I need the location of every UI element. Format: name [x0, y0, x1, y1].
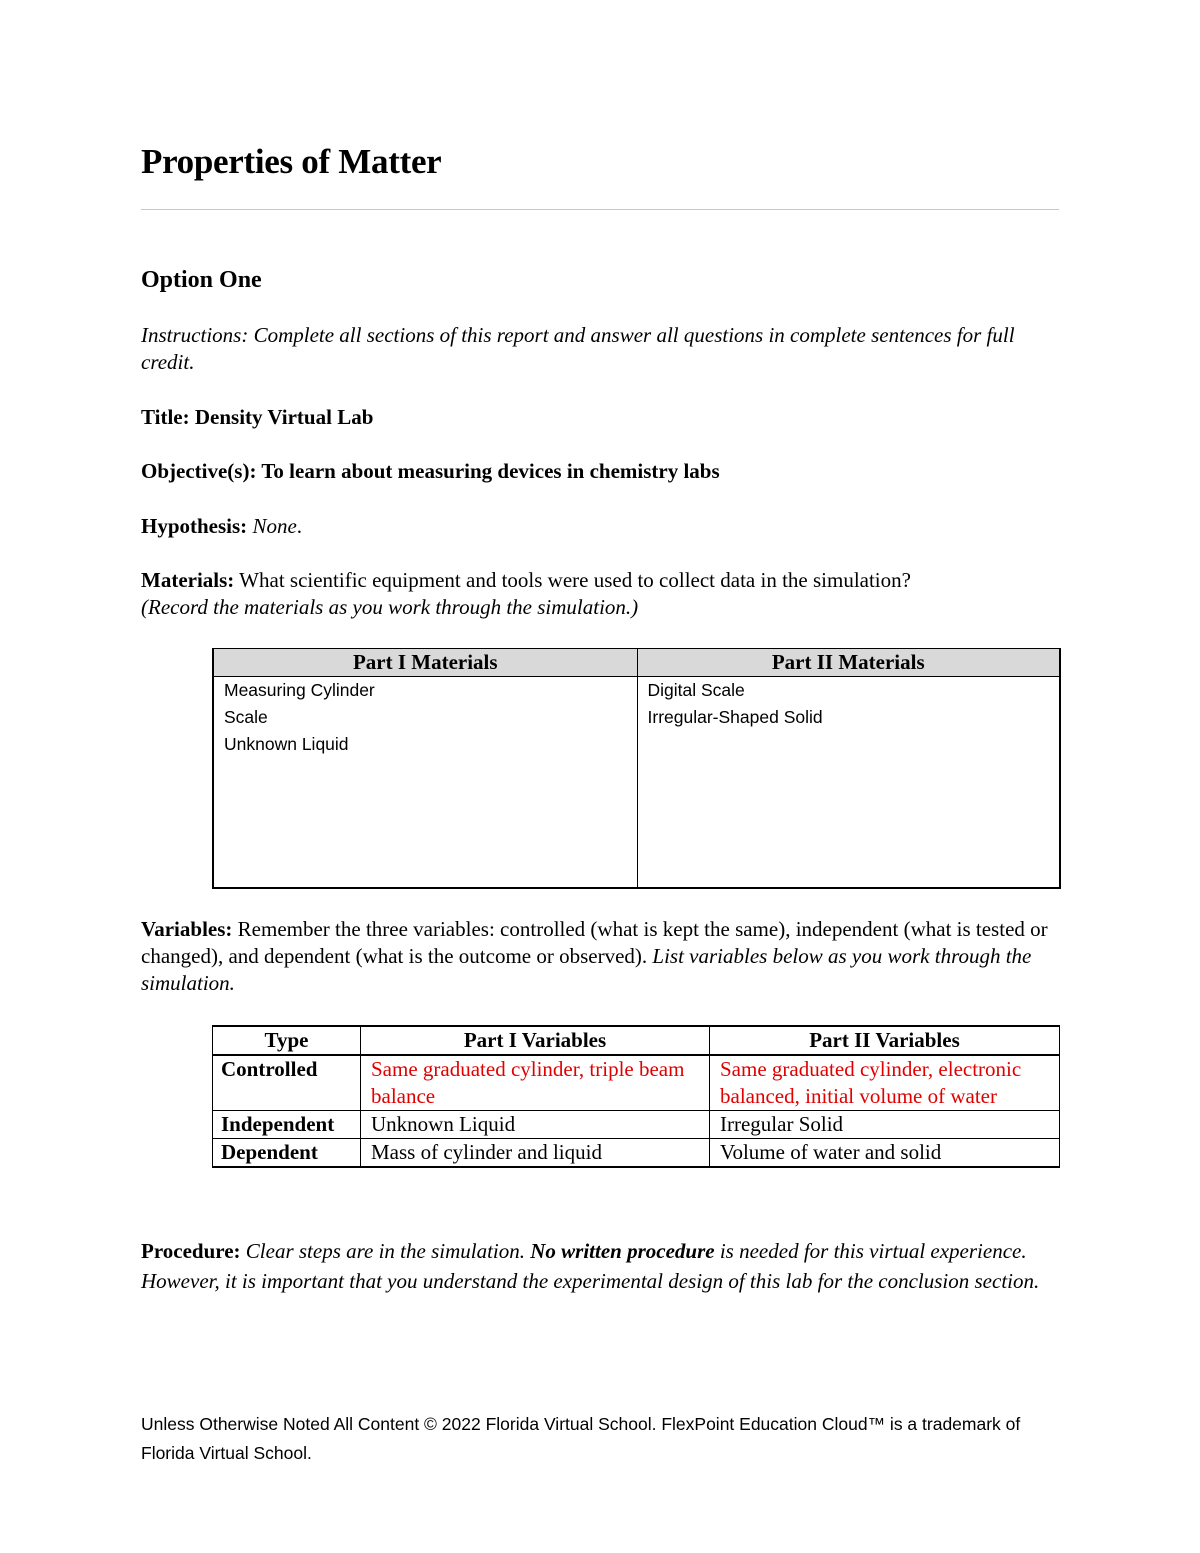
part2-variable: Volume of water and solid [710, 1139, 1060, 1168]
variable-type: Controlled [213, 1055, 361, 1111]
objective-value: To learn about measuring devices in chemistry labs [261, 459, 720, 483]
materials-label: Materials: [141, 568, 235, 592]
materials-body-row [213, 677, 1060, 889]
part1-materials-cell [213, 677, 637, 889]
hypothesis-period: . [296, 514, 303, 538]
part1-variable: Same graduated cylinder, triple beam balance [361, 1055, 710, 1111]
report-title-value: Density Virtual Lab [194, 405, 374, 429]
material-item: Measuring Cylinder [224, 680, 375, 700]
part2-materials-cell [637, 677, 1060, 889]
report-title-label: Title: [141, 405, 190, 429]
option-heading: Option One [141, 267, 262, 293]
hypothesis-value: None [252, 514, 297, 538]
part2-variable: Same graduated cylinder, electronic balanced, initial volume of water [710, 1055, 1060, 1111]
part2-variable: Irregular Solid [710, 1111, 1060, 1139]
material-item: Digital Scale [647, 680, 745, 700]
procedure-text-a: Clear steps are in the simulation. [245, 1239, 525, 1263]
procedure-label: Procedure: [141, 1239, 241, 1263]
variables-header-row [213, 1026, 1060, 1055]
variables-label: Variables: [141, 917, 233, 941]
variable-type: Dependent [213, 1139, 361, 1168]
table-row [213, 1055, 1060, 1111]
variables-header-type: Type [213, 1026, 361, 1055]
page-title: Properties of Matter [141, 142, 442, 181]
material-item: Unknown Liquid [224, 734, 349, 754]
option-section [141, 265, 1059, 295]
part1-variable: Mass of cylinder and liquid [361, 1139, 710, 1168]
materials-header-part1: Part I Materials [213, 649, 637, 677]
variables-header-part2: Part II Variables [710, 1026, 1060, 1055]
procedure-paragraph [141, 1236, 1059, 1296]
variables-header-part1: Part I Variables [361, 1026, 710, 1055]
materials-paragraph [141, 567, 1059, 621]
hypothesis-label: Hypothesis: [141, 514, 248, 538]
materials-question: What scientific equipment and tools were used to collect data in the simulation? [239, 568, 911, 592]
instructions: Instructions: Complete all sections of this report and answer all questions in complete sentences for full credit. [141, 323, 1015, 374]
procedure-text-b: is needed for this virtual experience. However, it is important that you understand the experimental design of this lab for the conclusion section. [141, 1239, 1040, 1293]
material-item: Irregular-Shaped Solid [647, 707, 823, 727]
report-title-line [141, 404, 1059, 431]
materials-header-row [213, 649, 1060, 677]
table-row [213, 1111, 1060, 1139]
title-divider [141, 209, 1059, 210]
material-item: Scale [224, 707, 268, 727]
procedure-bold: No written procedure [530, 1239, 715, 1263]
part1-variable: Unknown Liquid [361, 1111, 710, 1139]
objective-label: Objective(s): [141, 459, 257, 483]
copyright-footer: Unless Otherwise Noted All Content © 2022 Florida Virtual School. FlexPoint Education Cloud™ is a trademark of Florida Virtual School. [141, 1414, 1021, 1463]
materials-note: (Record the materials as you work through the simulation.) [141, 595, 639, 619]
variables-note: List variables below as you work through the simulation. [141, 944, 1032, 995]
variable-type: Independent [213, 1111, 361, 1139]
table-row [213, 1139, 1060, 1168]
variables-table [212, 1025, 1060, 1168]
variables-text: Remember the three variables: controlled (what is kept the same), independent (what is tested or changed), and dependent (what is the outcome or observed). [141, 917, 1048, 968]
variables-paragraph [141, 916, 1059, 997]
materials-header-part2: Part II Materials [637, 649, 1060, 677]
materials-table [212, 648, 1061, 889]
hypothesis-line [141, 513, 1059, 540]
objective-line [141, 458, 1059, 485]
